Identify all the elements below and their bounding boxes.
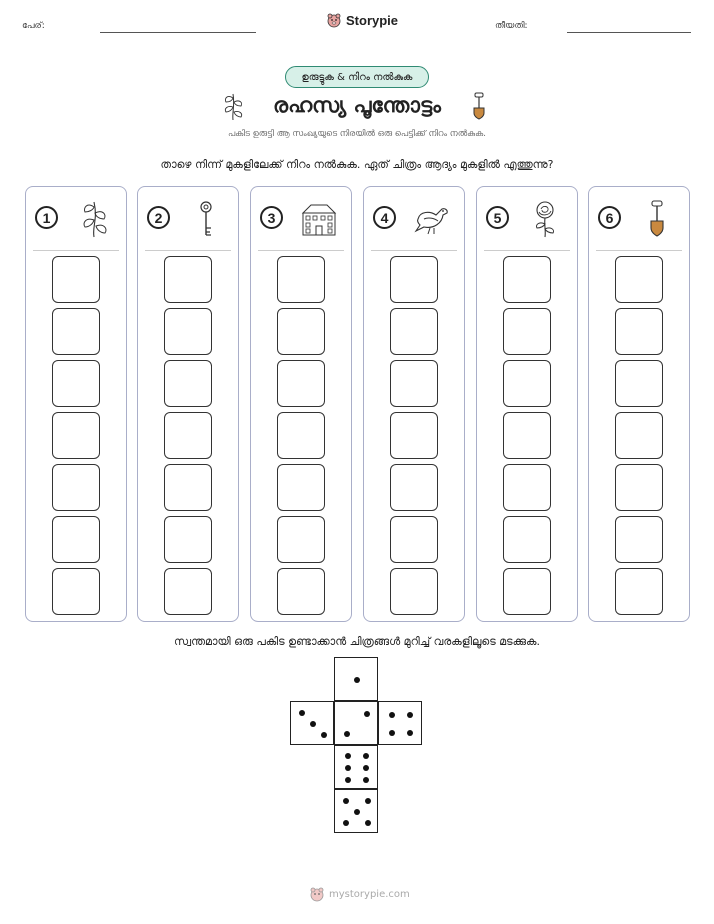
date-label: തീയതി:: [495, 21, 528, 31]
die-pip: [299, 710, 305, 716]
color-box[interactable]: [277, 360, 325, 407]
column-divider: [33, 250, 119, 251]
key-icon: [186, 199, 226, 239]
color-box[interactable]: [615, 308, 663, 355]
color-box[interactable]: [390, 412, 438, 459]
color-box[interactable]: [164, 256, 212, 303]
die-pip: [321, 732, 327, 738]
color-box[interactable]: [503, 360, 551, 407]
color-box[interactable]: [503, 256, 551, 303]
die-pip: [354, 809, 360, 815]
die-pip: [364, 711, 370, 717]
color-box[interactable]: [164, 568, 212, 615]
mansion-icon: [299, 199, 339, 239]
die-pip: [389, 730, 395, 736]
page-subtitle: പകിട ഉരുട്ടി ആ സംഖ്യയുടെ നിരയിൽ ഒരു പെട്ടിക്ക് നിറം നൽകുക.: [228, 129, 486, 139]
column-number: 4: [373, 206, 396, 229]
column-divider: [371, 250, 457, 251]
brand-name: Storypie: [346, 12, 399, 28]
name-label: പേര്:: [22, 21, 45, 31]
color-box[interactable]: [390, 568, 438, 615]
color-box[interactable]: [164, 360, 212, 407]
column-divider: [258, 250, 344, 251]
activity-tag: ഉരുട്ടുക & നിറം നൽകുക: [285, 66, 429, 88]
column-6: [588, 186, 690, 622]
die-pip: [343, 798, 349, 804]
column-2: [137, 186, 239, 622]
column-divider: [484, 250, 570, 251]
die-face-4: [378, 701, 422, 745]
storypie-mascot-icon: [326, 12, 342, 28]
die-pip: [363, 753, 369, 759]
color-box[interactable]: [277, 464, 325, 511]
shovel-icon: [637, 199, 677, 239]
color-box[interactable]: [277, 516, 325, 563]
storypie-mascot-icon: [309, 886, 325, 902]
die-pip: [310, 721, 316, 727]
die-instruction: സ്വന്തമായി ഒരു പകിട ഉണ്ടാക്കാൻ ചിത്രങ്ങൾ മുറിച്ച് വരകളിലൂടെ മടക്കുക.: [174, 635, 540, 648]
die-pip: [363, 777, 369, 783]
color-box[interactable]: [503, 516, 551, 563]
color-box[interactable]: [390, 308, 438, 355]
column-number: 6: [598, 206, 621, 229]
color-box[interactable]: [615, 516, 663, 563]
die-pip: [345, 765, 351, 771]
color-box[interactable]: [390, 516, 438, 563]
die-pip: [343, 820, 349, 826]
color-box[interactable]: [52, 256, 100, 303]
die-face-5: [334, 789, 378, 833]
page-title: രഹസ്യ പൂന്തോട്ടം: [273, 93, 441, 117]
color-box[interactable]: [615, 256, 663, 303]
color-box[interactable]: [277, 256, 325, 303]
die-pip: [354, 677, 360, 683]
column-4: [363, 186, 465, 622]
color-box[interactable]: [503, 308, 551, 355]
color-box[interactable]: [615, 412, 663, 459]
die-pip: [365, 798, 371, 804]
shovel-decoration-icon: [470, 92, 488, 120]
die-face-3: [290, 701, 334, 745]
die-pip: [345, 753, 351, 759]
column-5: [476, 186, 578, 622]
color-box[interactable]: [164, 412, 212, 459]
column-divider: [596, 250, 682, 251]
die-pip: [344, 731, 350, 737]
column-1: [25, 186, 127, 622]
die-face-6: [334, 745, 378, 789]
color-box[interactable]: [615, 360, 663, 407]
column-divider: [145, 250, 231, 251]
die-pip: [345, 777, 351, 783]
color-box[interactable]: [615, 568, 663, 615]
color-box[interactable]: [52, 464, 100, 511]
column-number: 3: [260, 206, 283, 229]
die-face-2: [334, 701, 378, 745]
color-box[interactable]: [390, 464, 438, 511]
column-number: 2: [147, 206, 170, 229]
die-pip: [389, 712, 395, 718]
vine-leaves-icon: [74, 199, 114, 239]
color-box[interactable]: [277, 308, 325, 355]
color-box[interactable]: [615, 464, 663, 511]
color-box[interactable]: [52, 516, 100, 563]
column-number: 1: [35, 206, 58, 229]
footer: [309, 886, 410, 902]
color-box[interactable]: [390, 256, 438, 303]
color-box[interactable]: [503, 568, 551, 615]
color-box[interactable]: [503, 464, 551, 511]
color-box[interactable]: [277, 568, 325, 615]
color-box[interactable]: [164, 464, 212, 511]
die-face-1: [334, 657, 378, 701]
die-pip: [365, 820, 371, 826]
die-pip: [407, 730, 413, 736]
color-box[interactable]: [390, 360, 438, 407]
color-box[interactable]: [52, 308, 100, 355]
column-3: [250, 186, 352, 622]
date-line[interactable]: [567, 32, 691, 33]
color-box[interactable]: [52, 412, 100, 459]
column-number: 5: [486, 206, 509, 229]
die-pip: [363, 765, 369, 771]
brand-logo: [326, 12, 398, 28]
color-box[interactable]: [277, 412, 325, 459]
color-box[interactable]: [164, 516, 212, 563]
bird-icon: [412, 199, 452, 239]
color-box[interactable]: [503, 412, 551, 459]
name-line[interactable]: [100, 32, 256, 33]
footer-url[interactable]: mystorypie.com: [329, 888, 410, 900]
coloring-instruction: താഴെ നിന്ന് മുകളിലേക്ക് നിറം നൽകുക. ഏത് ചിത്രം ആദ്യം മുകളിൽ എത്തുന്നു?: [160, 158, 554, 171]
color-box[interactable]: [164, 308, 212, 355]
color-box[interactable]: [52, 568, 100, 615]
color-box[interactable]: [52, 360, 100, 407]
rose-icon: [525, 199, 565, 239]
die-pip: [407, 712, 413, 718]
